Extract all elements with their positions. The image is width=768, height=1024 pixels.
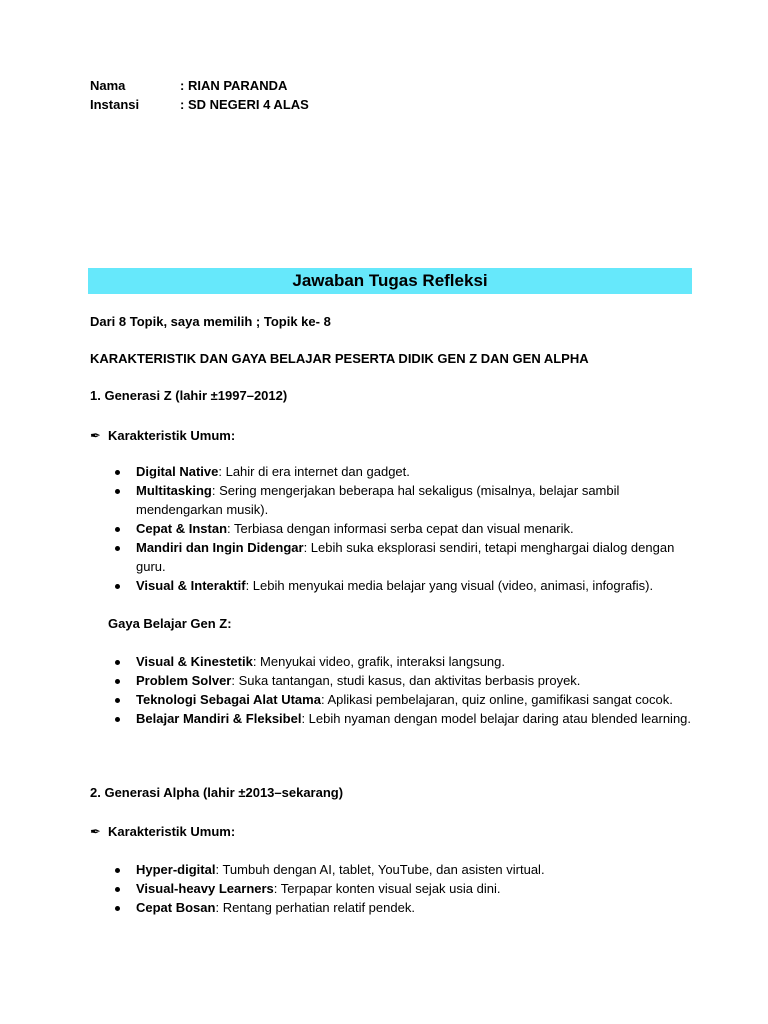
- gen-z-heading: 1. Generasi Z (lahir ±1997–2012): [90, 388, 288, 403]
- item-term: Digital Native: [136, 464, 219, 479]
- list-item: [136, 576, 696, 595]
- item-description: : Aplikasi pembelajaran, quiz online, gamifikasi sangat cocok.: [320, 692, 673, 707]
- gen-z-characteristics-heading: [90, 428, 235, 444]
- item-description: : Rentang perhatian relatif pendek.: [215, 900, 415, 915]
- list-item: [136, 481, 696, 519]
- list-item: [136, 538, 696, 576]
- item-description: : Sering mengerjakan beberapa hal sekaligus (misalnya, belajar sambil mendengarkan musik).: [136, 483, 620, 517]
- institution-row: [90, 97, 309, 112]
- item-term: Multitasking: [136, 483, 212, 498]
- item-term: Teknologi Sebagai Alat Utama: [136, 692, 321, 707]
- list-item: [136, 671, 696, 690]
- main-heading: KARAKTERISTIK DAN GAYA BELAJAR PESERTA DIDIK GEN Z DAN GEN ALPHA: [90, 351, 589, 366]
- item-description: : Lebih suka eksplorasi sendiri, tetapi menghargai dialog dengan guru.: [136, 540, 675, 574]
- gen-alpha-heading: 2. Generasi Alpha (lahir ±2013–sekarang): [90, 785, 344, 800]
- list-item: [136, 462, 696, 481]
- item-description: : Terpapar konten visual sejak usia dini.: [273, 881, 501, 896]
- gen-alpha-characteristics-label: Karakteristik Umum:: [108, 824, 236, 839]
- item-term: Mandiri dan Ingin Didengar: [136, 540, 304, 555]
- gen-z-learning-style-heading: [90, 616, 232, 631]
- list-item: [136, 709, 696, 728]
- item-term: Hyper-digital: [136, 862, 216, 877]
- item-term: Belajar Mandiri & Fleksibel: [136, 711, 302, 726]
- item-term: Cepat Bosan: [136, 900, 216, 915]
- institution-value: : SD NEGERI 4 ALAS: [180, 97, 309, 112]
- list-item: [136, 860, 696, 879]
- gen-z-characteristics-list: [136, 462, 696, 595]
- item-description: : Suka tantangan, studi kasus, dan aktivitas berbasis proyek.: [231, 673, 581, 688]
- name-row: [90, 78, 287, 93]
- item-description: : Tumbuh dengan AI, tablet, YouTube, dan asisten virtual.: [215, 862, 545, 877]
- item-term: Visual & Interaktif: [136, 578, 246, 593]
- list-item: [136, 898, 696, 917]
- gen-z-characteristics-label: Karakteristik Umum:: [108, 428, 236, 443]
- name-label: Nama: [90, 78, 126, 93]
- institution-label: Instansi: [90, 97, 140, 112]
- topic-line: Dari 8 Topik, saya memilih ; Topik ke- 8: [90, 314, 331, 329]
- item-term: Visual & Kinestetik: [136, 654, 253, 669]
- item-description: : Lahir di era internet dan gadget.: [218, 464, 410, 479]
- pen-icon: ✒: [90, 824, 101, 839]
- item-term: Cepat & Instan: [136, 521, 228, 536]
- item-description: : Lebih menyukai media belajar yang visual (video, animasi, infografis).: [245, 578, 654, 593]
- name-value: : RIAN PARANDA: [180, 78, 288, 93]
- list-item: [136, 690, 696, 709]
- list-item: [136, 652, 696, 671]
- item-description: : Menyukai video, grafik, interaksi langsung.: [252, 654, 505, 669]
- gen-z-learning-style-list: [136, 652, 696, 728]
- item-description: : Terbiasa dengan informasi serba cepat dan visual menarik.: [227, 521, 574, 536]
- item-description: : Lebih nyaman dengan model belajar daring atau blended learning.: [301, 711, 692, 726]
- gen-z-learning-style-label: Gaya Belajar Gen Z:: [108, 616, 232, 631]
- list-item: [136, 879, 696, 898]
- item-term: Visual-heavy Learners: [136, 881, 274, 896]
- gen-alpha-characteristics-list: [136, 860, 696, 917]
- pen-icon: ✒: [90, 428, 101, 443]
- gen-alpha-characteristics-heading: [90, 824, 235, 840]
- document-title: Jawaban Tugas Refleksi: [88, 268, 692, 294]
- list-item: [136, 519, 696, 538]
- item-term: Problem Solver: [136, 673, 232, 688]
